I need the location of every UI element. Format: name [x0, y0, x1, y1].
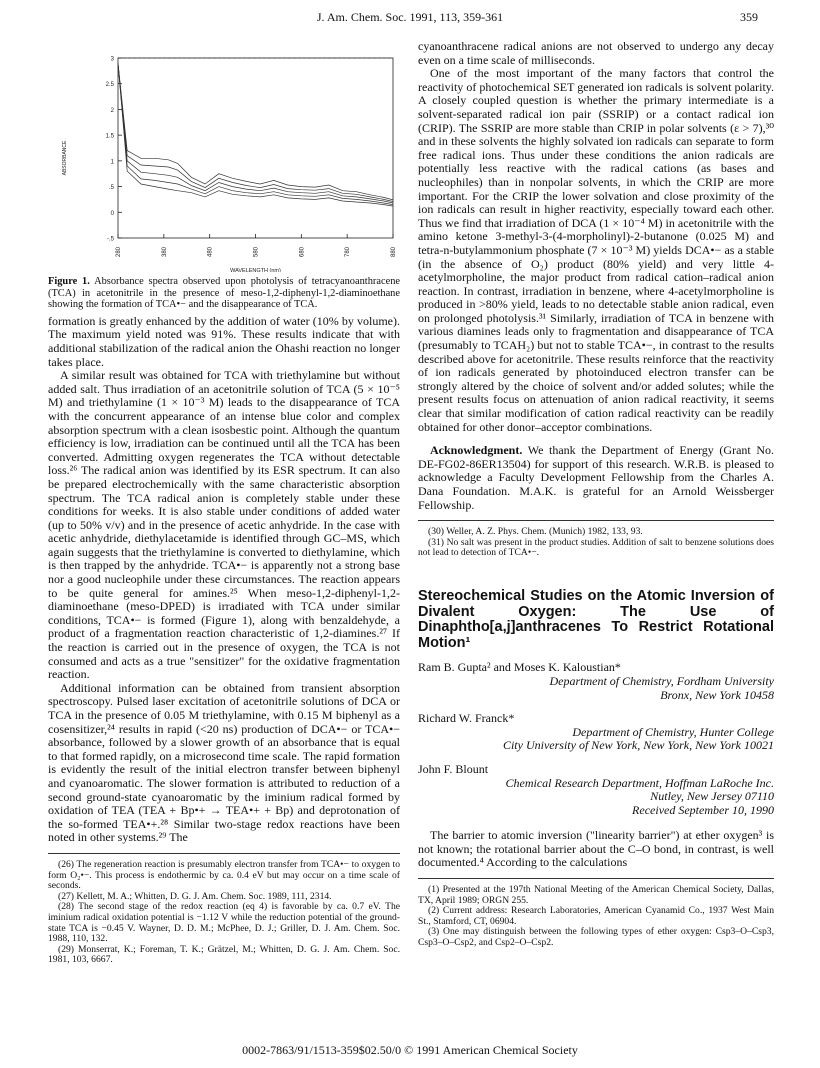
article-intro: The barrier to atomic inversion ("linearity barrier") at ether oxygen³ is not known; the rotational barrier about the C–O bond, in contrast, is well documented.⁴ According to the calculations: [418, 828, 774, 870]
footnote: (26) The regeneration reaction is presumably electron transfer from TCA•− to oxygen to form O₂•−. This process is endothermic by ca. 0.4 eV but may occur on a time scale of seconds.: [48, 858, 400, 892]
absorbance-chart: [48, 40, 400, 272]
figure-label: Figure 1.: [48, 276, 90, 287]
x-tick-label: 280: [116, 246, 122, 258]
right-body-text: [418, 40, 774, 434]
footnote-rule: [48, 853, 400, 854]
footnote: (29) Monserrat, K.; Foreman, T. K.; Grätzel, M.; Whitten, D. G. J. Am. Chem. Soc. 1981, 103, 6667.: [48, 943, 400, 966]
figure-1: [48, 40, 400, 272]
y-tick-label: 0: [110, 210, 114, 217]
affiliation-1-line1: Department of Chemistry, Fordham University: [549, 673, 774, 688]
y-axis-label: ABSORBANCE: [62, 140, 68, 176]
figure-caption: [48, 276, 400, 311]
footnote: (2) Current address: Research Laboratories, American Cyanamid Co., 1937 West Main St., Stamford, CT, 06904.: [418, 905, 774, 927]
page-footer: 0002-7863/91/1513-359$02.50/0 © 1991 American Chemical Society: [242, 1043, 578, 1057]
footnote: (3) One may distinguish between the following types of ether oxygen: Csp3–O–Csp3, Csp3–O–Csp2, and Csp2–O–Csp2.: [418, 926, 774, 949]
running-header: [0, 8, 820, 28]
caption-text: Absorbance spectra observed upon photolysis of tetracyanoanthracene (TCA) in acetonitrile in the presence of meso-1,2-diphenyl-1,2-diaminoethane showing the formation of TCA•− and the disappearance of TCA.: [48, 276, 400, 311]
affiliation-1-line2: Bronx, New York 10458: [660, 687, 774, 702]
x-tick-label: 380: [161, 246, 168, 258]
x-tick-label: 680: [299, 246, 306, 258]
acknowledgment-label: Acknowledgment.: [430, 443, 523, 458]
footnote: (30) Weller, A. Z. Phys. Chem. (Munich) 1982, 133, 93.: [428, 526, 643, 538]
footnote: (31) No salt was present in the product studies. Addition of salt to benzene solutions does not lead to detection of TCA•−.: [418, 536, 774, 559]
absorbance-curve: [118, 63, 393, 201]
body-paragraph: formation is greatly enhanced by the addition of water (10% by volume). The maximum yield noted was 91%. These results indicate that with additional stabilization of the radical anion the Ohashi reaction no longer takes place.: [48, 313, 400, 369]
body-paragraph: cyanoanthracene radical anions are not observed to undergo any decay even on a time scale of milliseconds.: [418, 39, 774, 67]
y-tick-label: 1.5: [105, 133, 114, 140]
y-tick-label: -.5: [106, 236, 114, 243]
body-paragraph: Additional information can be obtained from transient absorption spectroscopy. Pulsed laser excitation of acetonitrile solutions of DCA or TCA in the presence of 0.05 M triethylamine, with 0.15 M biphenyl as a cosensitizer,²⁴ results in rapid (<20 ns) production of DCA•− or TCA•− absorbance, followed by a slower growth of an absorbance that is equal to that formed rapidly, on a microsecond time scale. The rapid formation is evidently the result of the initial electron transfer between biphenyl and cyanoaromatic. The slower formation is attributed to reduction of a second ground-state cyanoaromatic by the iminium radical formed by oxidation of TEA (TEA + Bp•+ → TEA•+ + Bp) and deprotonation of the so-formed TEA•+.²⁸ Similar two-stage redox reactions have been noted in other systems.²⁹ The: [48, 680, 400, 845]
affiliation-3-line2: Nutley, New Jersey 07110: [650, 789, 774, 804]
journal-citation: J. Am. Chem. Soc. 1991, 113, 359-361: [316, 10, 504, 24]
x-tick-label: 580: [253, 246, 260, 258]
article-author-2: Richard W. Franck*: [418, 711, 515, 726]
y-tick-label: .5: [108, 185, 114, 192]
affiliation-3-line1: Chemical Research Department, Hoffman LaRoche Inc.: [505, 775, 774, 790]
acknowledgment-text: We thank the Department of Energy (Grant No. DE-FG02-86ER13504) for support of this research. W.R.B. is pleased to acknowledge a Faculty Development Fellowship from the Charles A. Dana Foundation. M.A.K. is grateful for an Arnold Weissberger Fellowship.: [418, 443, 774, 512]
y-tick-label: 2: [110, 107, 114, 114]
right-footnotes: [418, 527, 774, 559]
article-title: Stereochemical Studies on the Atomic Inversion of Divalent Oxygen: The Use of Dinaphtho[a,j]anthracenes To Restrict Rotational Motion¹: [418, 587, 774, 651]
article-footnotes: [418, 885, 774, 949]
article-author-3: John F. Blount: [418, 761, 489, 776]
body-paragraph: A similar result was obtained for TCA with triethylamine but without added salt. Thus irradiation of an acetonitrile solution of TCA (5 × 10⁻⁵ M) and triethylamine (1 × 10⁻³ M) leads to the disappearance of TCA with the concurrent appearance of an intense blue color and complex absorption spectrum with a clean isosbestic point. Although the quantum efficiency is low, irradiation can be continued until all the TCA has been converted. Admitting oxygen regenerates the TCA without detectable loss.²⁶ The radical anion was identified by its ESR spectrum. It can also be prepared electrochemically with the same characteristic absorption spectrum. The TCA radical anion is completely stable under these conditions for weeks. It is also stable under conditions of added water (up to 50% v/v) and in the presence of acetic anhydride. In the case with acetic anhydride, diethylacetamide is identified through GC–MS, which again suggests that the triethylamine is converted to diethylamine, which is then trapped by the anhydride. TCA•− is apparently not a strong base nor a good nucleophile under these circumstances. The reaction appears to be quite general for amines.²⁵ When meso-1,2-diphenyl-1,2-diaminoethane (meso-DPED) is irradiated with TCA under similar conditions, TCA•− is formed (Figure 1), along with benzaldehyde, a product of a fragmentation reaction characteristic of 1,2-diamines.²⁷ If the reaction is carried out in the presence of oxygen, the TCA is not consumed and acts as a true "sensitizer" for the oxidative fragmentation reaction.: [48, 368, 400, 682]
x-tick-label: 480: [207, 246, 214, 258]
page-number: 359: [740, 10, 758, 24]
affiliation-2-line2: City University of New York, New York, New York 10021: [502, 738, 774, 753]
footnote: (1) Presented at the 197th National Meeting of the American Chemical Society, Dallas, TX, April 1989; ORGN 255.: [418, 884, 774, 906]
y-tick-label: 3: [110, 56, 114, 63]
left-body-text: [48, 315, 400, 845]
body-paragraph: One of the most important of the many factors that control the reactivity of photochemical SET generated ion radicals is solvent polarity. A closely coupled question is whether the primary intermediate is a solvent-separated radical ion pair (SSRIP) or a contact radical ion (CRIP). The SSRIP are more stable than CRIP in polar solvents (ε > 7),³⁰ and in these solvents the highly solvated ion radicals can separate to form free radical ions. Thus under these conditions the anion radicals are potentially less reactive with the radical cations (as bases and nucleophiles) than in nonpolar solvents, in which the CRIP are more important. For the CRIP the lower solvation and close proximity of the ion radicals can result in higher reactivity, especially toward each other. Thus we find that irradiation of DCA (1 × 10⁻⁴ M) in acetonitrile with the amino ketone 3-methyl-3-(4-morpholinyl)-2-butanone (0.025 M) and tetra-n-butylammonium phosphate (7 × 10⁻³ M) yields DCA•− as a stable (in the absence of O₂) product (80% yield) and very little 4-acetylmorpholine, the major product from radical cation–radical anion reaction. In contrast, irradiation in benzene, where 4-acetylmorpholine is produced in >80% yield, leads to no detectable stable anion radical, even on prolonged photolysis.³¹ Similarly, irradiation of TCA in benzene with various diamines leads only to fragmentation and disappearance of TCA (presumably to TCAH₂) but not to stable TCA•−, in contrast to the results described above for acetonitrile. These results reinforce that the reactivity of ion radicals generated by photoinduced electron transfer can be strongly altered by the choice of solvent and/or added solutes; while the present results focus on attenuation of anion radical reactivity, it seems clear that similar modification of cation radical reactivity can be readily obtained for other donor–acceptor combinations.: [418, 66, 774, 434]
absorbance-curve: [118, 63, 393, 203]
article-footnote-rule: [418, 878, 774, 879]
y-tick-label: 2.5: [105, 82, 114, 89]
x-tick-label: 880: [391, 246, 397, 258]
footnote: (27) Kellett, M. A.; Whitten, D. G. J. Am. Chem. Soc. 1989, 111, 2314.: [58, 890, 332, 902]
absorbance-curve: [118, 63, 393, 206]
chart-ticks: [62, 57, 397, 273]
acknowledgment: [418, 444, 774, 512]
affiliation-2-line1: Department of Chemistry, Hunter College: [572, 724, 774, 739]
x-axis-label: WAVELENGTH (nm): [230, 268, 281, 272]
x-tick-label: 780: [345, 246, 352, 258]
chart-series: [118, 63, 393, 206]
plot-frame: [118, 58, 393, 238]
footnote-rule-right: [418, 520, 774, 521]
left-footnotes: [48, 860, 400, 966]
chart-axes: [118, 58, 393, 238]
footnote: (28) The second stage of the redox reaction (eq 4) is favorable by ca. 0.7 eV. The iminium radical oxidation potential is −1.12 V while the reduction potential of the ground-state TCA is −0.45 V. Wayner, D. D. M.; McPhee, D. J.; Griller, D. J. Am. Chem. Soc. 1988, 110, 132.: [48, 901, 400, 945]
left-column: [48, 40, 400, 966]
y-tick-label: 1: [110, 159, 114, 166]
right-column: [418, 40, 774, 949]
received-date: Received September 10, 1990: [632, 802, 774, 817]
absorbance-curve: [118, 63, 393, 200]
article-authors-1: Ram B. Gupta² and Moses K. Kaloustian*: [418, 660, 621, 675]
